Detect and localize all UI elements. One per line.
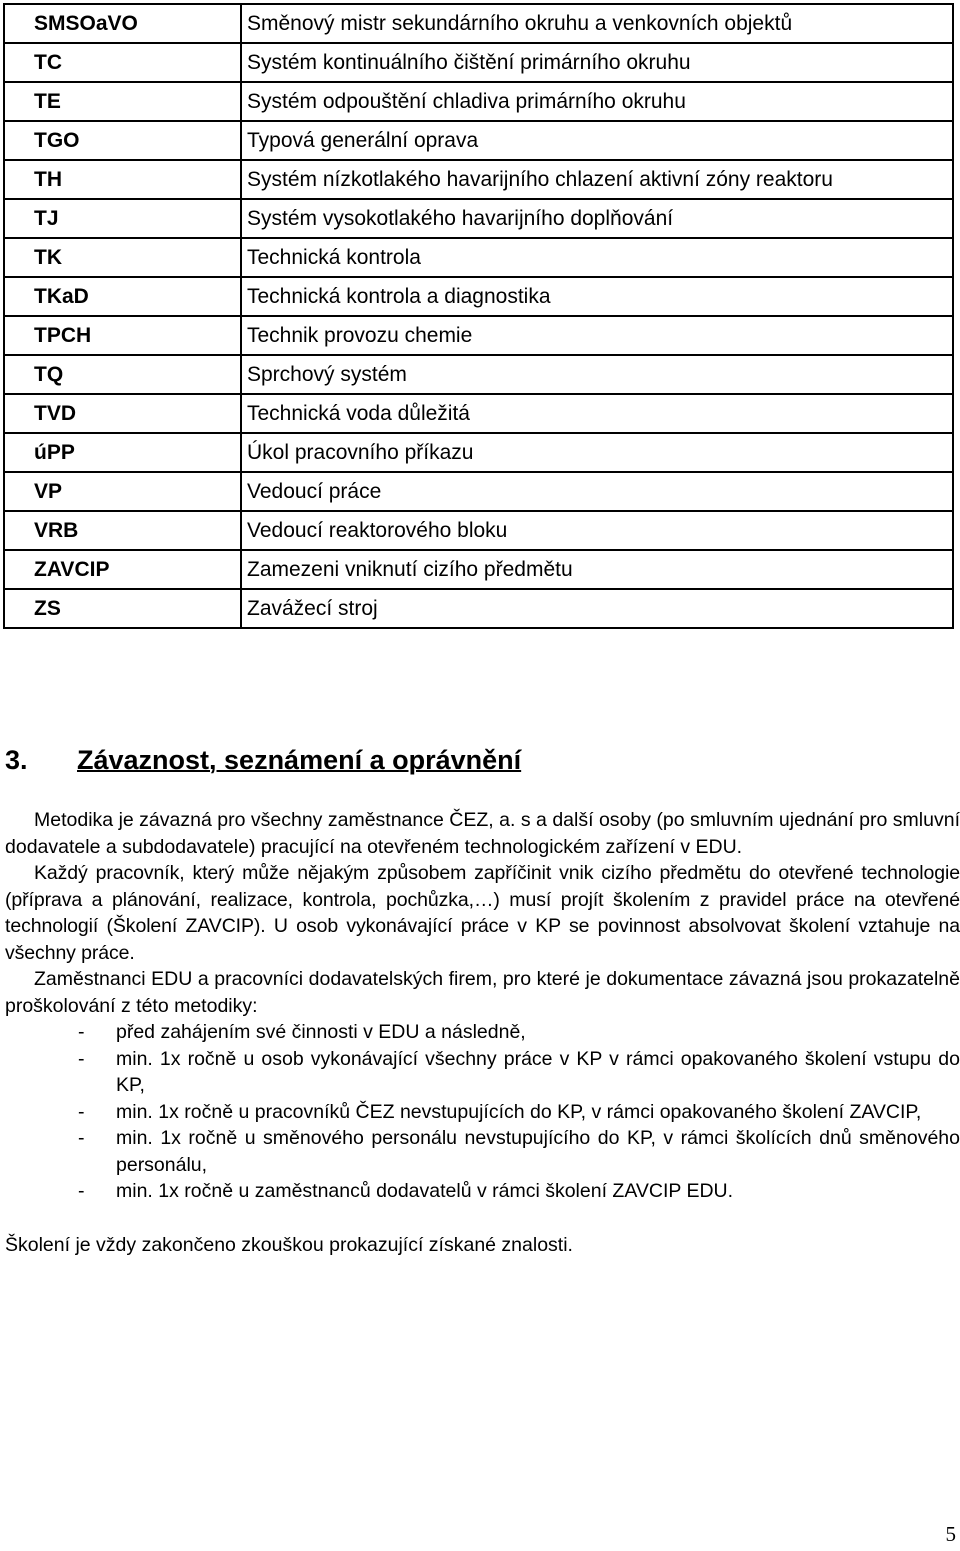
list-dash: - (78, 1127, 85, 1149)
abbreviation-description: Systém odpouštění chladiva primárního okruhu (241, 82, 953, 121)
abbreviation-description: Sprchový systém (241, 355, 953, 394)
table-row (4, 160, 953, 199)
section-title: Závaznost, seznámení a oprávnění (77, 745, 522, 775)
abbreviations-table (3, 3, 954, 629)
paragraph-training-frequency-intro: Zaměstnanci EDU a pracovníci dodavatelských firem, pro které je dokumentace závazná jsou prokazatelně proškolování z této metodiky: (5, 968, 960, 1017)
abbreviation-code: TVD (4, 394, 241, 433)
list-item (5, 1178, 960, 1205)
list-item (5, 1046, 960, 1099)
abbreviation-code: TJ (4, 199, 241, 238)
paragraph-training-requirement: Každý pracovník, který může nějakým způsobem zapříčinit vnik cizího předmětu do otevřené technologie (příprava a plánování, realizace, kontrola, pochůzka,…) musí projít školením z pravidel práce na otevřené technologií (Školení ZAVCIP). U osob vykonávající práce v KP se povinnost absolvovat školení vztahuje na všechny práce. (5, 862, 960, 964)
section-body (5, 807, 960, 1258)
table-row (4, 589, 953, 628)
list-item (5, 1099, 960, 1126)
table-row (4, 277, 953, 316)
list-dash: - (78, 1180, 85, 1202)
list-item-text: min. 1x ročně u osob vykonávající všechny práce v KP v rámci opakovaného školení vstupu do KP, (116, 1047, 960, 1096)
table-row (4, 511, 953, 550)
abbreviation-description: Vedoucí práce (241, 472, 953, 511)
table-row (4, 316, 953, 355)
abbreviation-code: TKaD (4, 277, 241, 316)
list-item (5, 1125, 960, 1178)
table-row (4, 355, 953, 394)
abbreviation-description: Systém nízkotlakého havarijního chlazení aktivní zóny reaktoru (241, 160, 953, 199)
abbreviation-description: Typová generální oprava (241, 121, 953, 160)
section-number: 3. (5, 745, 28, 775)
abbreviation-description: Zamezeni vniknutí cizího předmětu (241, 550, 953, 589)
table-row (4, 82, 953, 121)
list-item-text: min. 1x ročně u zaměstnanců dodavatelů v rámci školení ZAVCIP EDU. (116, 1180, 734, 1202)
abbreviation-code: TC (4, 43, 241, 82)
abbreviation-description: Zavážecí stroj (241, 589, 953, 628)
table-row (4, 121, 953, 160)
section-heading (5, 744, 521, 776)
list-dash: - (78, 1100, 85, 1123)
table-row (4, 394, 953, 433)
abbreviation-code: TGO (4, 121, 241, 160)
list-item-text: min. 1x ročně u směnového personálu nevstupujícího do KP, v rámci školících dnů směnového personálu, (116, 1127, 960, 1176)
abbreviation-code: SMSOaVO (4, 4, 241, 43)
abbreviation-code: TE (4, 82, 241, 121)
abbreviation-code: TH (4, 160, 241, 199)
page-number: 5 (945, 1522, 956, 1546)
abbreviation-description: Směnový mistr sekundárního okruhu a venkovních objektů (241, 4, 953, 43)
table-row (4, 433, 953, 472)
list-item-text: před zahájením své činnosti v EDU a následně, (116, 1021, 526, 1043)
table-row (4, 472, 953, 511)
table-row (4, 43, 953, 82)
training-frequency-list (5, 1019, 960, 1205)
list-dash: - (78, 1047, 85, 1070)
abbreviation-description: Systém vysokotlakého havarijního doplňování (241, 199, 953, 238)
table-row (4, 199, 953, 238)
abbreviation-code: TPCH (4, 316, 241, 355)
table-row (4, 550, 953, 589)
abbreviation-code: úPP (4, 433, 241, 472)
abbreviation-description: Technická kontrola (241, 238, 953, 277)
abbreviation-code: ZS (4, 589, 241, 628)
abbreviation-code: VP (4, 472, 241, 511)
abbreviation-description: Technická kontrola a diagnostika (241, 277, 953, 316)
table-row (4, 4, 953, 43)
abbreviations-table-body (4, 4, 953, 628)
abbreviation-code: TK (4, 238, 241, 277)
abbreviation-description: Technická voda důležitá (241, 394, 953, 433)
table-row (4, 238, 953, 277)
abbreviation-description: Systém kontinuálního čištění primárního okruhu (241, 43, 953, 82)
paragraph-applicability: Metodika je závazná pro všechny zaměstnance ČEZ, a. s a další osoby (po smluvním ujednání pro smluvní dodavatele a subdodavatele) pracující na otevřeném technologickém zařízení v EDU. (5, 809, 960, 858)
list-dash: - (78, 1021, 85, 1043)
abbreviation-description: Úkol pracovního příkazu (241, 433, 953, 472)
abbreviation-code: VRB (4, 511, 241, 550)
abbreviation-code: ZAVCIP (4, 550, 241, 589)
abbreviation-code: TQ (4, 355, 241, 394)
abbreviation-description: Technik provozu chemie (241, 316, 953, 355)
paragraph-closing: Školení je vždy zakončeno zkouškou prokazující získané znalosti. (5, 1233, 573, 1256)
list-item-text: min. 1x ročně u pracovníků ČEZ nevstupujících do KP, v rámci opakovaného školení ZAVCIP, (116, 1100, 922, 1123)
list-item (5, 1019, 960, 1046)
abbreviation-description: Vedoucí reaktorového bloku (241, 511, 953, 550)
